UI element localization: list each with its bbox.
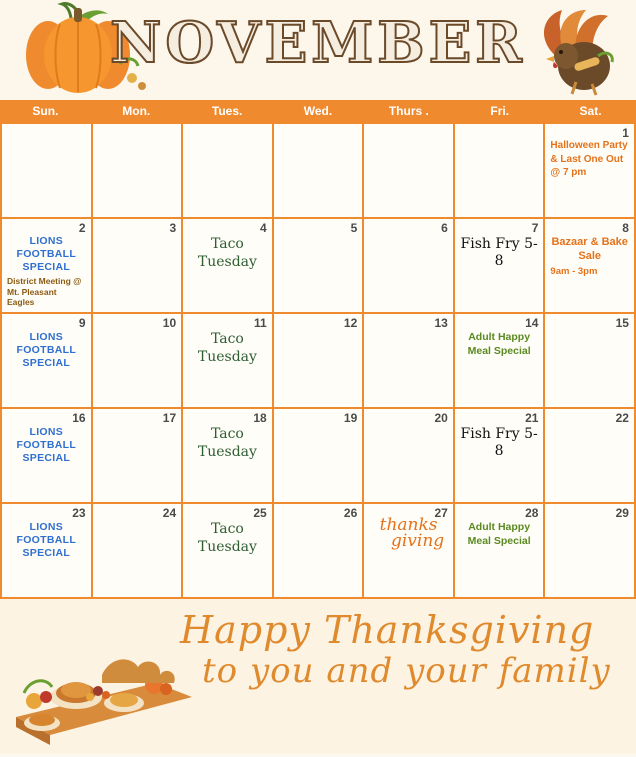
page-title: NOVEMBER xyxy=(110,10,526,76)
event-adult-happy-meal-special: Adult Happy Meal Special xyxy=(467,331,531,357)
day-number: 9 xyxy=(78,316,86,330)
footer-line-2: to you and your family xyxy=(202,650,611,691)
day-cell[interactable] xyxy=(2,314,93,409)
event-lions-football-special: LIONS FOOTBALL SPECIAL xyxy=(16,426,77,465)
day-cell[interactable] xyxy=(93,124,184,219)
day-number: 15 xyxy=(615,316,629,330)
day-cell[interactable] xyxy=(455,409,546,504)
event-lions-football-special: LIONS FOOTBALL SPECIAL xyxy=(16,235,77,274)
day-number: 24 xyxy=(162,506,177,520)
day-number: 12 xyxy=(343,316,358,330)
thanksgiving-table-icon xyxy=(6,605,196,750)
day-number: 17 xyxy=(162,411,177,425)
day-number: 11 xyxy=(254,316,267,330)
event-lions-football-special: LIONS FOOTBALL SPECIAL xyxy=(16,521,77,560)
event-adult-happy-meal-special: Adult Happy Meal Special xyxy=(467,521,531,547)
event-bazaar-bake-sale: Bazaar & Bake Sale xyxy=(551,236,628,262)
day-number: 22 xyxy=(615,411,629,425)
event-taco-tuesday: Taco Tuesday xyxy=(197,521,257,555)
day-number: 10 xyxy=(162,316,177,330)
day-cell[interactable] xyxy=(364,219,455,314)
weekday-wed: Wed. xyxy=(303,104,333,118)
event-fish-fry: Fish Fry 5-8 xyxy=(460,236,538,269)
weekday-tues: Tues. xyxy=(211,104,243,118)
day-cell[interactable] xyxy=(2,504,93,599)
event-halloween-party: Halloween Party & Last One Out @ 7 pm xyxy=(550,140,628,178)
event-fish-fry: Fish Fry 5-8 xyxy=(460,426,538,459)
day-number: 6 xyxy=(441,221,448,235)
day-cell[interactable] xyxy=(364,314,455,409)
day-cell[interactable] xyxy=(93,219,184,314)
weekday-header-row xyxy=(0,100,636,122)
day-cell[interactable] xyxy=(274,219,365,314)
day-number: 23 xyxy=(72,506,86,520)
day-number: 18 xyxy=(253,411,267,425)
day-cell[interactable] xyxy=(545,314,636,409)
day-cell[interactable] xyxy=(545,409,636,504)
day-cell[interactable] xyxy=(545,124,636,219)
day-cell[interactable] xyxy=(364,124,455,219)
day-number: 28 xyxy=(525,506,539,520)
day-cell[interactable] xyxy=(274,314,365,409)
day-number: 5 xyxy=(350,221,358,235)
day-number: 27 xyxy=(434,506,448,520)
day-number: 19 xyxy=(343,411,358,425)
calendar-footer xyxy=(0,599,636,754)
weekday-thurs: Thurs . xyxy=(388,104,429,118)
day-cell[interactable] xyxy=(455,124,546,219)
day-number: 3 xyxy=(169,221,177,235)
day-cell[interactable] xyxy=(93,504,184,599)
weekday-mon: Mon. xyxy=(122,104,151,118)
day-cell[interactable] xyxy=(545,219,636,314)
day-cell[interactable] xyxy=(2,124,93,219)
day-cell[interactable] xyxy=(93,314,184,409)
day-number: 29 xyxy=(615,506,629,520)
day-cell[interactable] xyxy=(545,504,636,599)
day-cell[interactable] xyxy=(183,124,274,219)
event-district-meeting: District Meeting @ Mt. Pleasant Eagles xyxy=(7,276,82,307)
day-cell[interactable] xyxy=(274,124,365,219)
event-taco-tuesday: Taco Tuesday xyxy=(197,236,257,270)
event-taco-tuesday: Taco Tuesday xyxy=(197,331,257,365)
thanksgiving-line1: thanks xyxy=(379,515,438,535)
day-number: 13 xyxy=(434,316,448,330)
day-cell[interactable] xyxy=(2,409,93,504)
day-number: 7 xyxy=(531,221,539,235)
event-bazaar-hours: 9am - 3pm xyxy=(550,265,598,277)
day-cell[interactable] xyxy=(274,504,365,599)
day-cell[interactable] xyxy=(183,314,274,409)
calendar-grid xyxy=(0,122,636,599)
weekday-fri: Fri. xyxy=(490,104,510,118)
day-cell[interactable] xyxy=(183,219,274,314)
day-cell[interactable] xyxy=(183,504,274,599)
day-cell[interactable] xyxy=(364,504,455,599)
weekday-sun: Sun. xyxy=(32,104,59,118)
turkey-icon xyxy=(496,0,626,100)
day-number: 4 xyxy=(260,221,267,235)
footer-line-1: Happy Thanksgiving xyxy=(180,608,595,652)
day-number: 1 xyxy=(622,126,629,140)
day-number: 14 xyxy=(525,316,539,330)
day-number: 21 xyxy=(525,411,539,425)
day-number: 8 xyxy=(622,221,629,235)
event-taco-tuesday: Taco Tuesday xyxy=(197,426,257,460)
day-cell[interactable] xyxy=(364,409,455,504)
day-cell[interactable] xyxy=(93,409,184,504)
day-cell[interactable] xyxy=(2,219,93,314)
event-lions-football-special: LIONS FOOTBALL SPECIAL xyxy=(16,331,77,370)
day-cell[interactable] xyxy=(455,219,546,314)
day-number: 20 xyxy=(434,411,448,425)
thanksgiving-line2: giving xyxy=(390,531,445,552)
day-cell[interactable] xyxy=(455,314,546,409)
day-cell[interactable] xyxy=(183,409,274,504)
footer-greeting xyxy=(180,608,630,692)
day-number: 16 xyxy=(72,411,86,425)
day-number: 26 xyxy=(343,506,358,520)
day-number: 2 xyxy=(78,221,86,235)
day-number: 25 xyxy=(253,506,267,520)
day-cell[interactable] xyxy=(455,504,546,599)
weekday-sat: Sat. xyxy=(579,104,602,118)
calendar-header xyxy=(0,0,636,100)
day-cell[interactable] xyxy=(274,409,365,504)
event-thanksgiving xyxy=(369,515,448,552)
